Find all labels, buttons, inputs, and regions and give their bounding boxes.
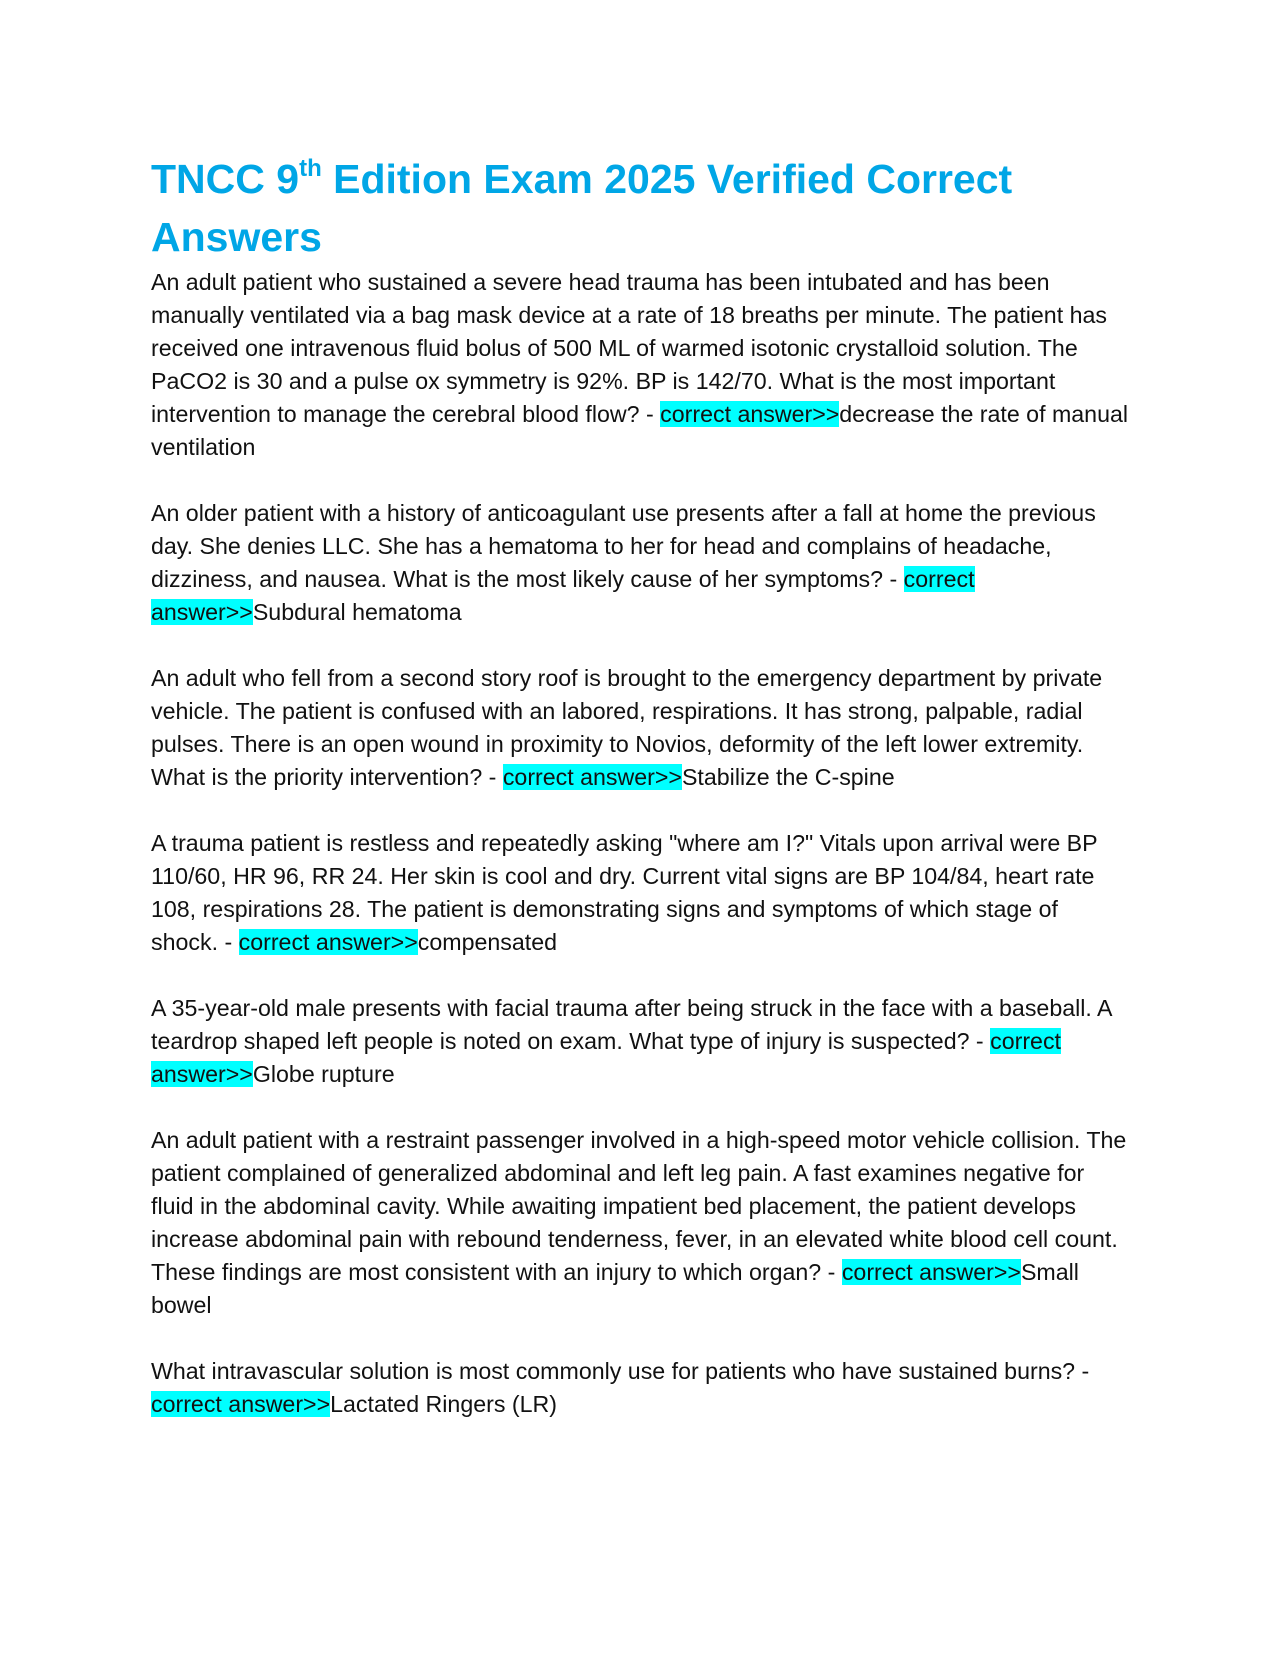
qa-item-2: [151, 497, 1131, 629]
qa-item-7: [151, 1355, 1131, 1421]
question-text: An adult patient with a restraint passenger involved in a high-speed motor vehicle collision. The patient complained of generalized abdominal and left leg pain. A fast examines negative for fluid in the abdominal cavity. While awaiting impatient bed placement, the patient develops increase abdominal pain with rebound tenderness, fever, in an elevated white blood cell count. These findings are most consistent with an injury to which organ? -: [151, 1127, 1127, 1285]
title-superscript: th: [299, 155, 322, 183]
qa-item-3: [151, 662, 1131, 794]
qa-item-1: [151, 266, 1131, 464]
qa-item-5: [151, 992, 1131, 1091]
question-text: An older patient with a history of anticoagulant use presents after a fall at home the previous day. She denies LLC. She has a hematoma to her for head and complains of headache, dizziness, and nausea. What is the most likely cause of her symptoms? -: [151, 500, 1096, 592]
document-page: [151, 150, 1131, 1454]
correct-answer-marker: correct answer>>: [660, 401, 840, 427]
qa-item-6: [151, 1124, 1131, 1322]
title-prefix: TNCC 9: [151, 156, 300, 202]
answer-text: Subdural hematoma: [252, 599, 462, 625]
answer-text: Globe rupture: [252, 1061, 395, 1087]
title-suffix: Edition Exam 2025 Verified Correct Answers: [151, 156, 1013, 260]
correct-answer-marker: correct answer>>: [151, 566, 975, 625]
question-text: An adult patient who sustained a severe head trauma has been intubated and has been manually ventilated via a bag mask device at a rate of 18 breaths per minute. The patient has received one intravenous fluid bolus of 500 ML of warmed isotonic crystalloid solution. The PaCO2 is 30 and a pulse ox symmetry is 92%. BP is 142/70. What is the most important intervention to manage the cerebral blood flow? -: [151, 269, 1107, 427]
answer-text: decrease the rate of manual ventilation: [151, 401, 1129, 460]
correct-answer-marker: correct answer>>: [151, 1391, 331, 1417]
question-text: A trauma patient is restless and repeatedly asking "where am I?" Vitals upon arrival were BP 110/60, HR 96, RR 24. Her skin is cool and dry. Current vital signs are BP 104/84, heart rate 108, respirations 28. The patient is demonstrating signs and symptoms of which stage of shock. -: [151, 830, 1098, 955]
answer-text: compensated: [417, 929, 557, 955]
answer-text: Small bowel: [151, 1259, 1079, 1318]
answer-text: Lactated Ringers (LR): [330, 1391, 557, 1417]
document-title: [151, 150, 1131, 266]
answer-text: Stabilize the C-spine: [681, 764, 895, 790]
correct-answer-marker: correct answer>>: [238, 929, 418, 955]
question-text: A 35-year-old male presents with facial trauma after being struck in the face with a baseball. A teardrop shaped left people is noted on exam. What type of injury is suspected? -: [151, 995, 1112, 1054]
qa-item-4: [151, 827, 1131, 959]
question-text: An adult who fell from a second story roof is brought to the emergency department by private vehicle. The patient is confused with an labored, respirations. It has strong, palpable, radial pulses. There is an open wound in proximity to Novios, deformity of the left lower extremity. What is the priority intervention? -: [151, 665, 1103, 790]
correct-answer-marker: correct answer>>: [151, 1028, 1061, 1087]
correct-answer-marker: correct answer>>: [841, 1259, 1021, 1285]
question-text: What intravascular solution is most commonly use for patients who have sustained burns? -: [151, 1358, 1090, 1384]
correct-answer-marker: correct answer>>: [502, 764, 682, 790]
